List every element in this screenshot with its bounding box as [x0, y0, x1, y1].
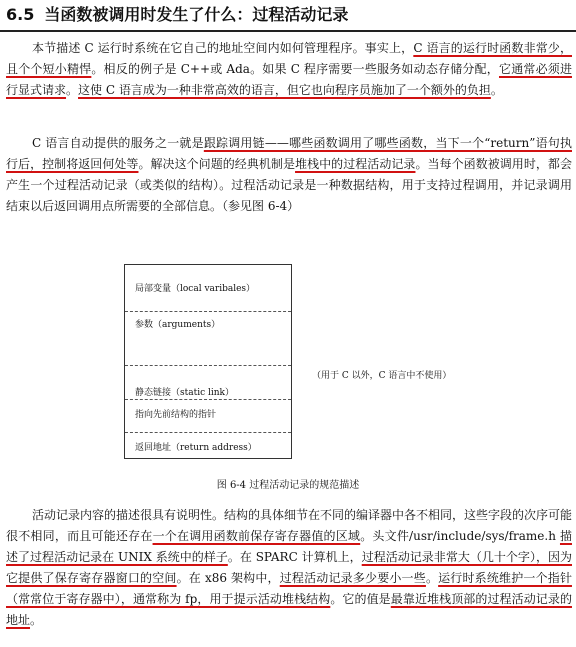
section-heading [6, 4, 570, 26]
underlined-text: 堆栈中的过程活动记录 [295, 157, 416, 171]
diagram-row-static-link: 静态链接（static link） [125, 365, 291, 400]
underlined-text: 描述了过程活动记录在 UNIX 系统中的样子 [6, 529, 572, 564]
section-number: 6.5 [6, 5, 35, 24]
activation-record-diagram [124, 264, 292, 459]
underlined-text: 它通常必须进行显式请求 [6, 62, 572, 97]
underlined-text: 过程活动记录非常大（几十个字），因为它提供了保存寄存器窗口的空间 [6, 550, 572, 585]
paragraph-3: 活动记录内容的描述很具有说明性。结构的具体细节在不同的编译器中各不相同，这些字段的次序可能很不相同，而且可能还存在一个在调用函数前保存寄存器值的区域。头文件/usr/include/sys/frame.h 描述了过程活动记录在 UNIX 系统中的样子。在 SPARC 计算机上，过程活动记录非常大（几十个字），因为它提供了保存寄存器窗口的空间。在 x86 架构中，过程活动记录多少要小一些。运行时系统维护一个指针（常常位于寄存器中），通常称为 fp，用于提示活动堆栈结构。它的值是最靠近堆栈顶部的过程活动记录的地址。 [6, 508, 573, 627]
underlined-text: 一个在调用函数前保存寄存器值的区域 [152, 529, 361, 543]
paragraph-2: C 语言自动提供的服务之一就是跟踪调用链——哪些函数调用了哪些函数，当下一个“return”语句执行后，控制将返回何处等。解决这个问题的经典机制是堆栈中的过程活动记录。当每个函数被调用时，都会产生一个过程活动记录（或类似的结构）。过程活动记录是一种数据结构，用于支持过程调用，并记录调用结束以后返回调用点所需要的全部信息。（参见图 6-4） [6, 136, 572, 213]
figure-caption: 图 6-4 过程活动记录的规范描述 [216, 480, 360, 491]
paragraph-1: 本节描述 C 运行时系统在它自己的地址空间内如何管理程序。事实上，C 语言的运行时函数非常少，且个个短小精悍。相反的例子是 C++或 Ada。如果 C 程序需要一些服务如动态存储分配，它通常必须进行显式请求。这使 C 语言成为一种非常高效的语言，但它也向程序员施加了一个额外的负担。 [6, 41, 572, 97]
diagram-row-local-variables: 局部变量（local varibales） [125, 265, 291, 312]
underlined-text: 跟踪调用链——哪些函数调用了哪些函数，当下一个“return”语句执行后，控制将返回何处等 [6, 136, 572, 171]
underlined-text: 最靠近堆栈顶部的过程活动记录的地址 [6, 592, 572, 627]
underlined-text: 运行时系统维护一个指针（常常位于寄存器中），通常称为 fp，用于提示活动堆栈结构 [6, 571, 572, 606]
underlined-text: 这使 C 语言成为一种非常高效的语言，但它也向程序员施加了一个额外的负担 [78, 83, 491, 97]
diagram-row-previous-frame-pointer: 指向先前结构的指针 [125, 399, 291, 433]
diagram-row-arguments: 参数（arguments） [125, 311, 291, 366]
underlined-text: 过程活动记录多少要小一些 [279, 571, 426, 585]
underlined-text: C 语言的运行时函数非常少，且个个短小精悍 [6, 41, 572, 76]
section-title: 当函数被调用时发生了什么：过程活动记录 [44, 5, 349, 24]
static-link-note: （用于 C 以外，C 语言中不使用） [312, 371, 452, 381]
heading-rule [0, 30, 576, 32]
diagram-row-return-address: 返回地址（return address） [135, 443, 257, 453]
